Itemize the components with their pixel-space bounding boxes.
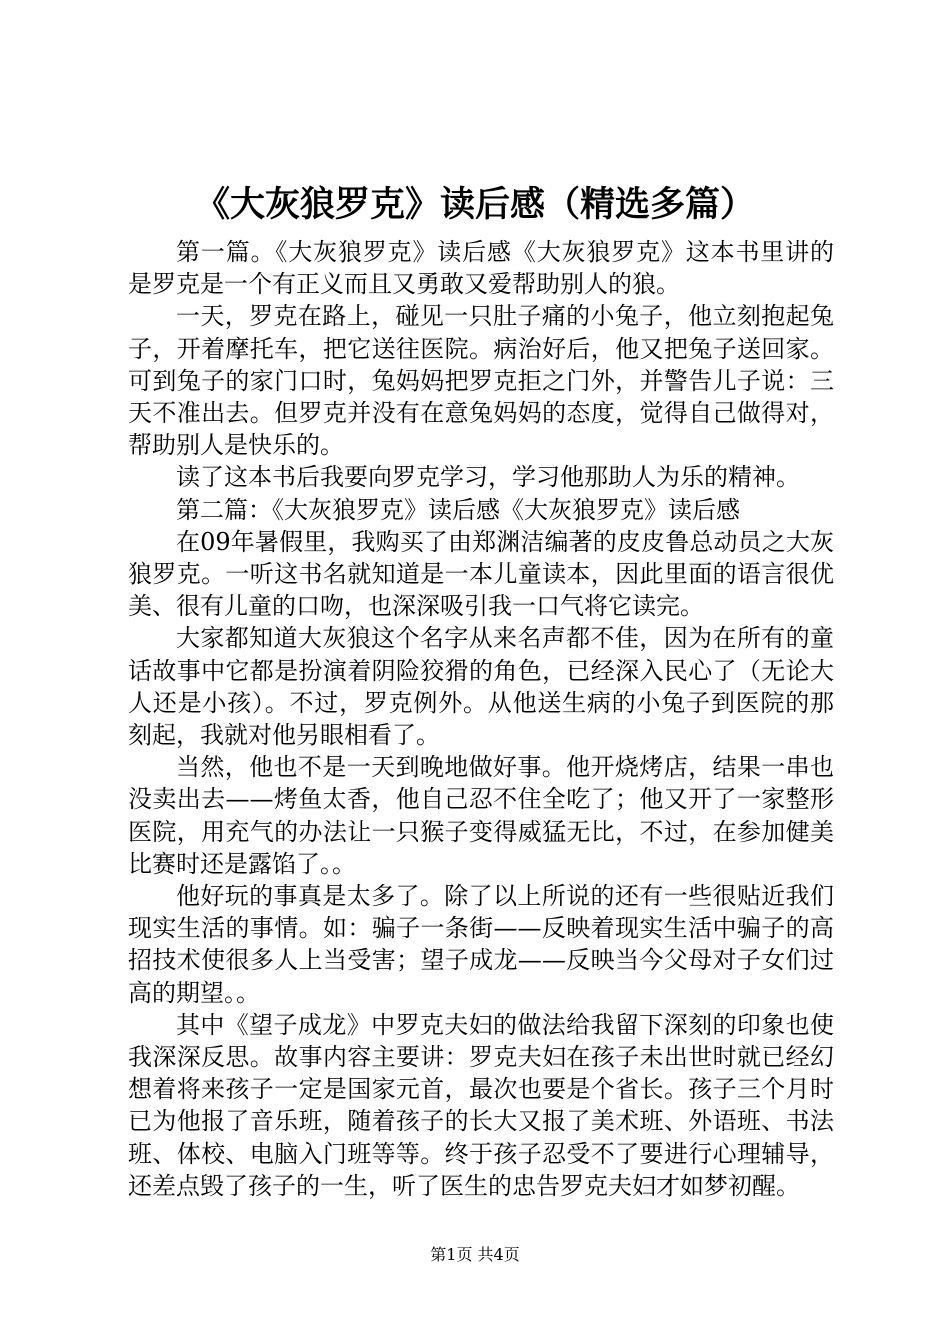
paragraph: 他好玩的事真是太多了。除了以上所说的还有一些很贴近我们现实生活的事情。如：骗子一条街——反映着现实生活中骗子的高招技术使很多人上当受害；望子成龙——反映当今父母对子女们过高的期望。。 (128, 882, 834, 1007)
document-body (128, 236, 834, 1202)
document-title: 《大灰狼罗克》读后感（精选多篇） (194, 184, 755, 225)
paragraph: 第一篇。《大灰狼罗克》读后感《大灰狼罗克》这本书里讲的是罗克是一个有正义而且又勇敢又爱帮助别人的狼。 (128, 238, 834, 299)
paragraph: 在09年暑假里，我购买了由郑渊洁编著的皮皮鲁总动员之大灰狼罗克。一听这书名就知道是一本儿童读本，因此里面的语言很优美、很有儿童的口吻，也深深吸引我一口气将它读完。 (128, 527, 834, 621)
paragraph: 第二篇：《大灰狼罗克》读后感《大灰狼罗克》读后感 (176, 495, 740, 524)
paragraph: 其中《望子成龙》中罗克夫妇的做法给我留下深刻的印象也使我深深反思。故事内容主要讲：罗克夫妇在孩子未出世时就已经幻想着将来孩子一定是国家元首，最次也要是个省长。孩子三个月时已为他报了音乐班，随着孩子的长大又报了美术班、外语班、书法班、体校、电脑入门班等等。终于孩子忍受不了要进行心理辅导，还差点毁了孩子的一生，听了医生的忠告罗克夫妇才如梦初醒。 (128, 1010, 834, 1200)
paragraph: 大家都知道大灰狼这个名字从来名声都不佳，因为在所有的童话故事中它都是扮演着阴险狡猾的角色，已经深入民心了（无论大人还是小孩）。不过，罗克例外。从他送生病的小兔子到医院的那刻起，我就对他另眼相看了。 (128, 624, 834, 750)
page-number-footer: 第1页 共4页 (430, 1245, 520, 1264)
paragraph: 读了这本书后我要向罗克学习，学习他那助人为乐的精神。 (176, 463, 800, 492)
paragraph: 当然，他也不是一天到晚地做好事。他开烧烤店，结果一串也没卖出去——烤鱼太香，他自己忍不住全吃了；他又开了一家整形医院，用充气的办法让一只猴子变得威猛无比，不过，在参加健美比赛时还是露馅了。。 (128, 753, 834, 878)
paragraph: 一天，罗克在路上，碰见一只肚子痛的小兔子，他立刻抱起兔子，开着摩托车，把它送往医院。病治好后，他又把兔子送回家。可到兔子的家门口时，兔妈妈把罗克拒之门外，并警告儿子说：三天不准出去。但罗克并没有在意兔妈妈的态度，觉得自己做得对，帮助别人是快乐的。 (128, 302, 834, 460)
